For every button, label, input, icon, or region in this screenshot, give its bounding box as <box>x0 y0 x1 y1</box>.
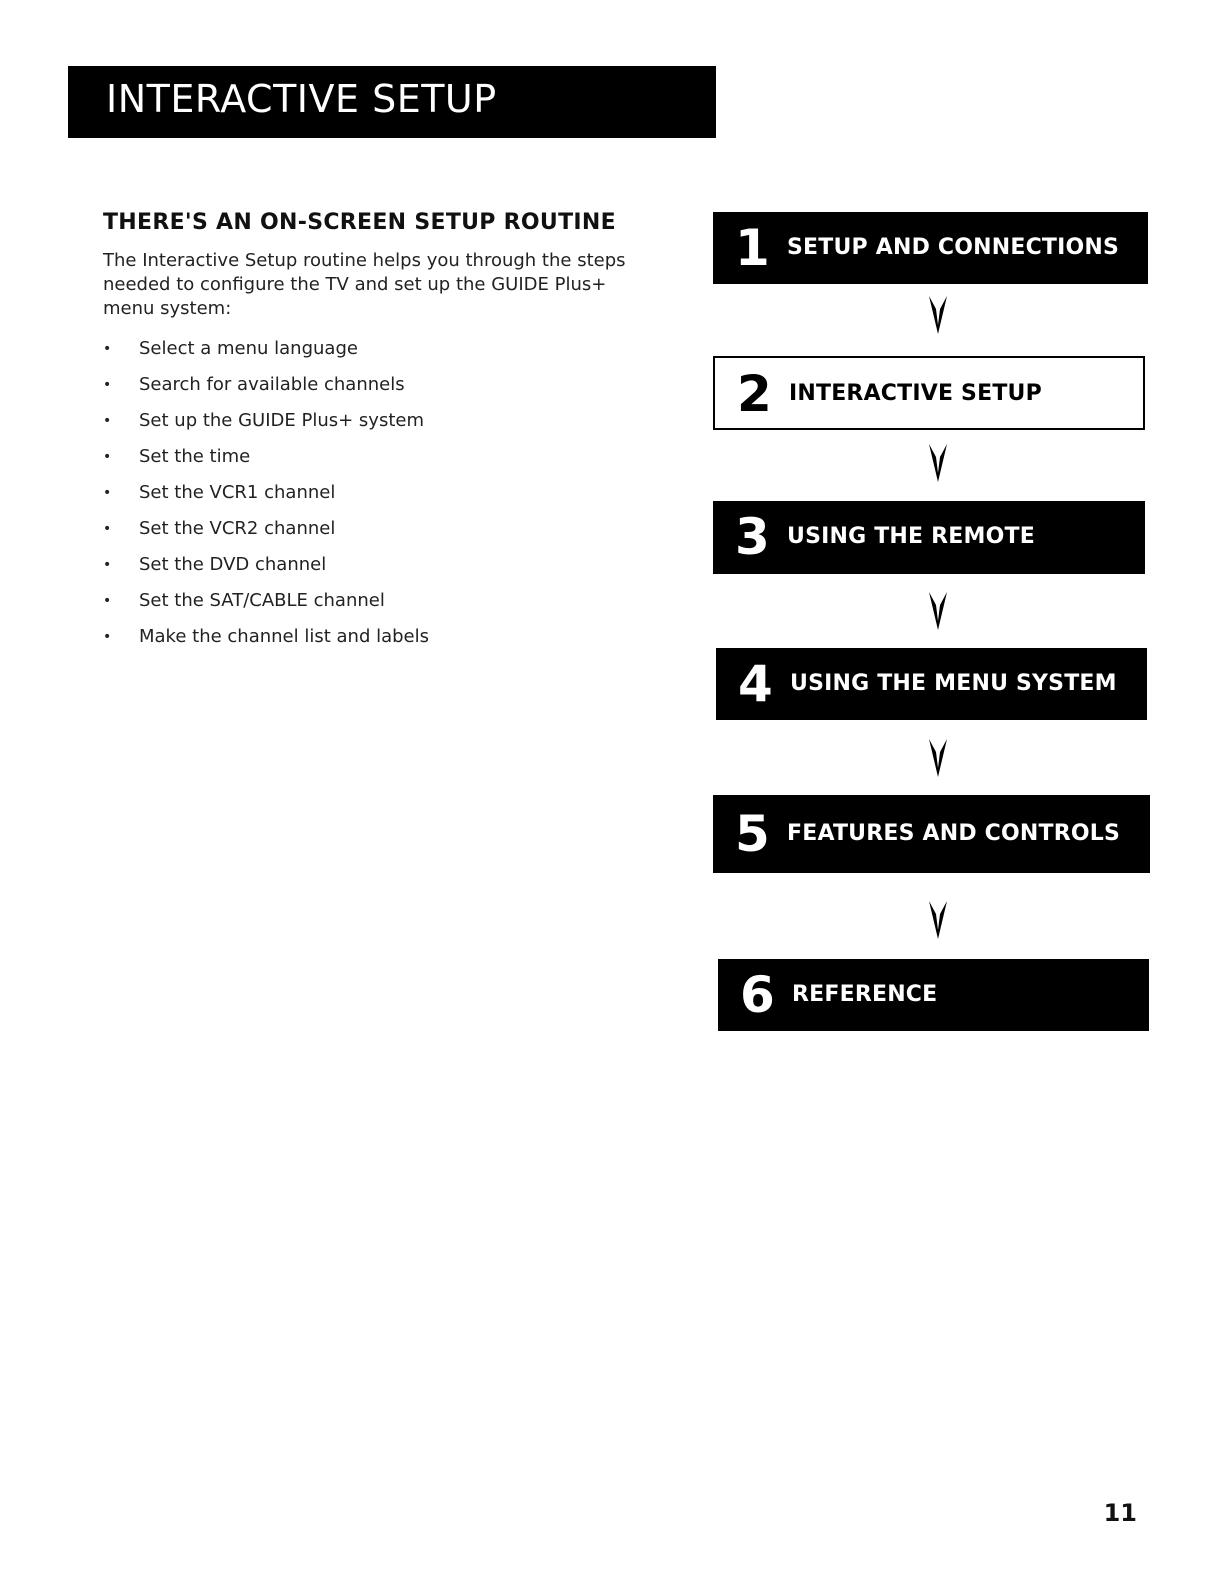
list-item-text: Set the VCR1 channel <box>139 482 336 503</box>
chapter-1-setup-and-connections <box>713 212 1148 284</box>
bullet-icon: • <box>103 557 112 573</box>
list-item-text: Select a menu language <box>139 338 358 359</box>
list-item <box>103 331 663 367</box>
list-item-text: Make the channel list and labels <box>139 626 430 647</box>
bullet-icon: • <box>103 377 112 393</box>
list-item <box>103 403 663 439</box>
chapter-number: 5 <box>735 805 770 863</box>
bullet-icon: • <box>103 593 112 609</box>
chapter-label: USING THE REMOTE <box>787 524 1035 549</box>
page-number: 11 <box>1103 1499 1137 1527</box>
setup-steps-list <box>103 331 663 655</box>
chapter-label: REFERENCE <box>792 982 938 1007</box>
bullet-icon: • <box>103 341 112 357</box>
page-title: INTERACTIVE SETUP <box>106 77 497 121</box>
bullet-icon: • <box>103 521 112 537</box>
flow-arrow-icon <box>928 591 948 631</box>
bullet-icon: • <box>103 449 112 465</box>
chapter-number: 2 <box>737 365 772 423</box>
list-item <box>103 619 663 655</box>
page-header <box>68 66 716 138</box>
bullet-icon: • <box>103 413 112 429</box>
flow-arrow-icon <box>928 443 948 483</box>
chapter-5-features-and-controls <box>713 795 1150 873</box>
chapter-label: FEATURES AND CONTROLS <box>787 821 1121 846</box>
chapter-number: 1 <box>735 219 770 277</box>
list-item-text: Set up the GUIDE Plus+ system <box>139 410 425 431</box>
chapter-number: 3 <box>735 508 770 566</box>
list-item <box>103 475 663 511</box>
chapter-label: USING THE MENU SYSTEM <box>790 671 1117 696</box>
list-item <box>103 511 663 547</box>
flow-arrow-icon <box>928 900 948 940</box>
chapter-label: SETUP AND CONNECTIONS <box>787 235 1120 260</box>
chapter-number: 6 <box>740 966 775 1024</box>
bullet-icon: • <box>103 485 112 501</box>
list-item <box>103 439 663 475</box>
chapter-number: 4 <box>738 655 773 713</box>
list-item-text: Set the time <box>139 446 251 467</box>
chapter-label: INTERACTIVE SETUP <box>789 381 1042 406</box>
flow-arrow-icon <box>928 295 948 335</box>
section-heading: THERE'S AN ON-SCREEN SETUP ROUTINE <box>103 210 616 235</box>
chapter-2-interactive-setup <box>713 356 1145 430</box>
flow-arrow-icon <box>928 738 948 778</box>
bullet-icon: • <box>103 629 112 645</box>
list-item-text: Set the DVD channel <box>139 554 327 575</box>
list-item <box>103 367 663 403</box>
chapter-3-using-the-remote <box>713 501 1145 574</box>
list-item <box>103 583 663 619</box>
list-item <box>103 547 663 583</box>
chapter-4-using-the-menu-system <box>716 648 1147 720</box>
chapter-6-reference <box>718 959 1149 1031</box>
list-item-text: Set the VCR2 channel <box>139 518 336 539</box>
list-item-text: Set the SAT/CABLE channel <box>139 590 385 611</box>
content-column <box>103 210 663 655</box>
intro-paragraph: The Interactive Setup routine helps you through the steps needed to configure the TV and set up the GUIDE Plus+ menu system: <box>103 250 626 319</box>
list-item-text: Search for available channels <box>139 374 405 395</box>
